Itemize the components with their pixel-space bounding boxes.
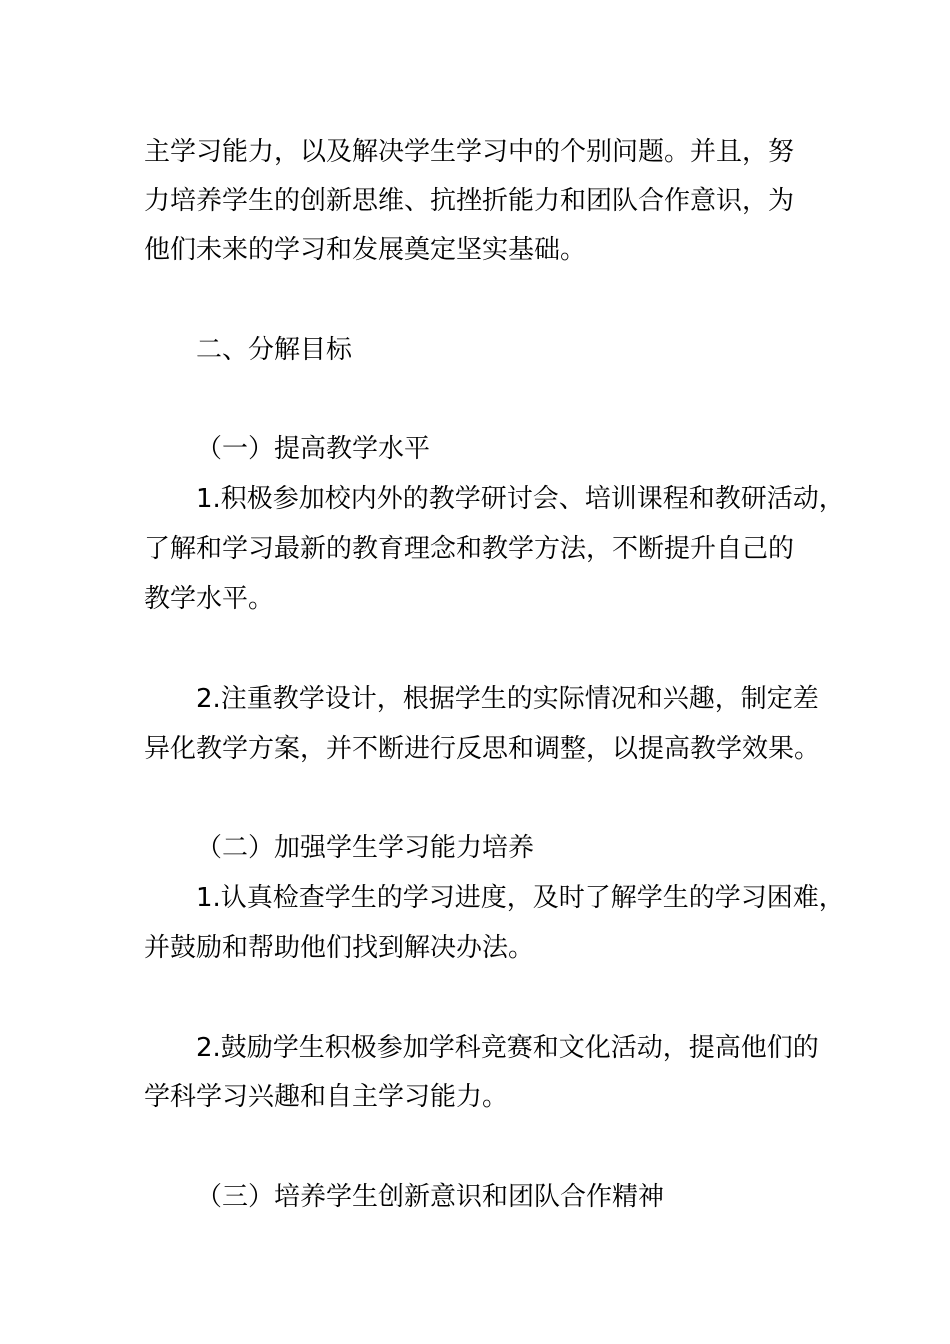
intro-line-2: 力培养学生的创新思维、抗挫折能力和团队合作意识，为: [144, 186, 795, 216]
section-heading: 二、分解目标: [196, 335, 353, 365]
item-1-1-line-3: 教学水平。: [144, 584, 275, 614]
item-2-1-line-1: 1.认真检查学生的学习进度，及时了解学生的学习困难，: [196, 883, 845, 913]
item-2-1-line-2: 并鼓励和帮助他们找到解决办法。: [144, 933, 535, 963]
subsection-heading-2: （二）加强学生学习能力培养: [196, 833, 535, 863]
intro-line-3: 他们未来的学习和发展奠定坚实基础。: [144, 235, 587, 265]
intro-line-1: 主学习能力，以及解决学生学习中的个别问题。并且，努: [144, 137, 795, 167]
item-1-1-line-2: 了解和学习最新的教育理念和教学方法，不断提升自己的: [144, 534, 795, 564]
item-1-2-line-1: 2.注重教学设计，根据学生的实际情况和兴趣，制定差: [196, 684, 819, 714]
subsection-heading-3: （三）培养学生创新意识和团队合作精神: [196, 1182, 665, 1212]
item-1-2-line-2: 异化教学方案，并不断进行反思和调整，以提高教学效果。: [144, 734, 821, 764]
item-1-1-line-1: 1.积极参加校内外的教学研讨会、培训课程和教研活动，: [196, 484, 845, 514]
subsection-heading-1: （一）提高教学水平: [196, 434, 431, 464]
item-2-2-line-1: 2.鼓励学生积极参加学科竞赛和文化活动，提高他们的: [196, 1033, 819, 1063]
item-2-2-line-2: 学科学习兴趣和自主学习能力。: [144, 1082, 509, 1112]
